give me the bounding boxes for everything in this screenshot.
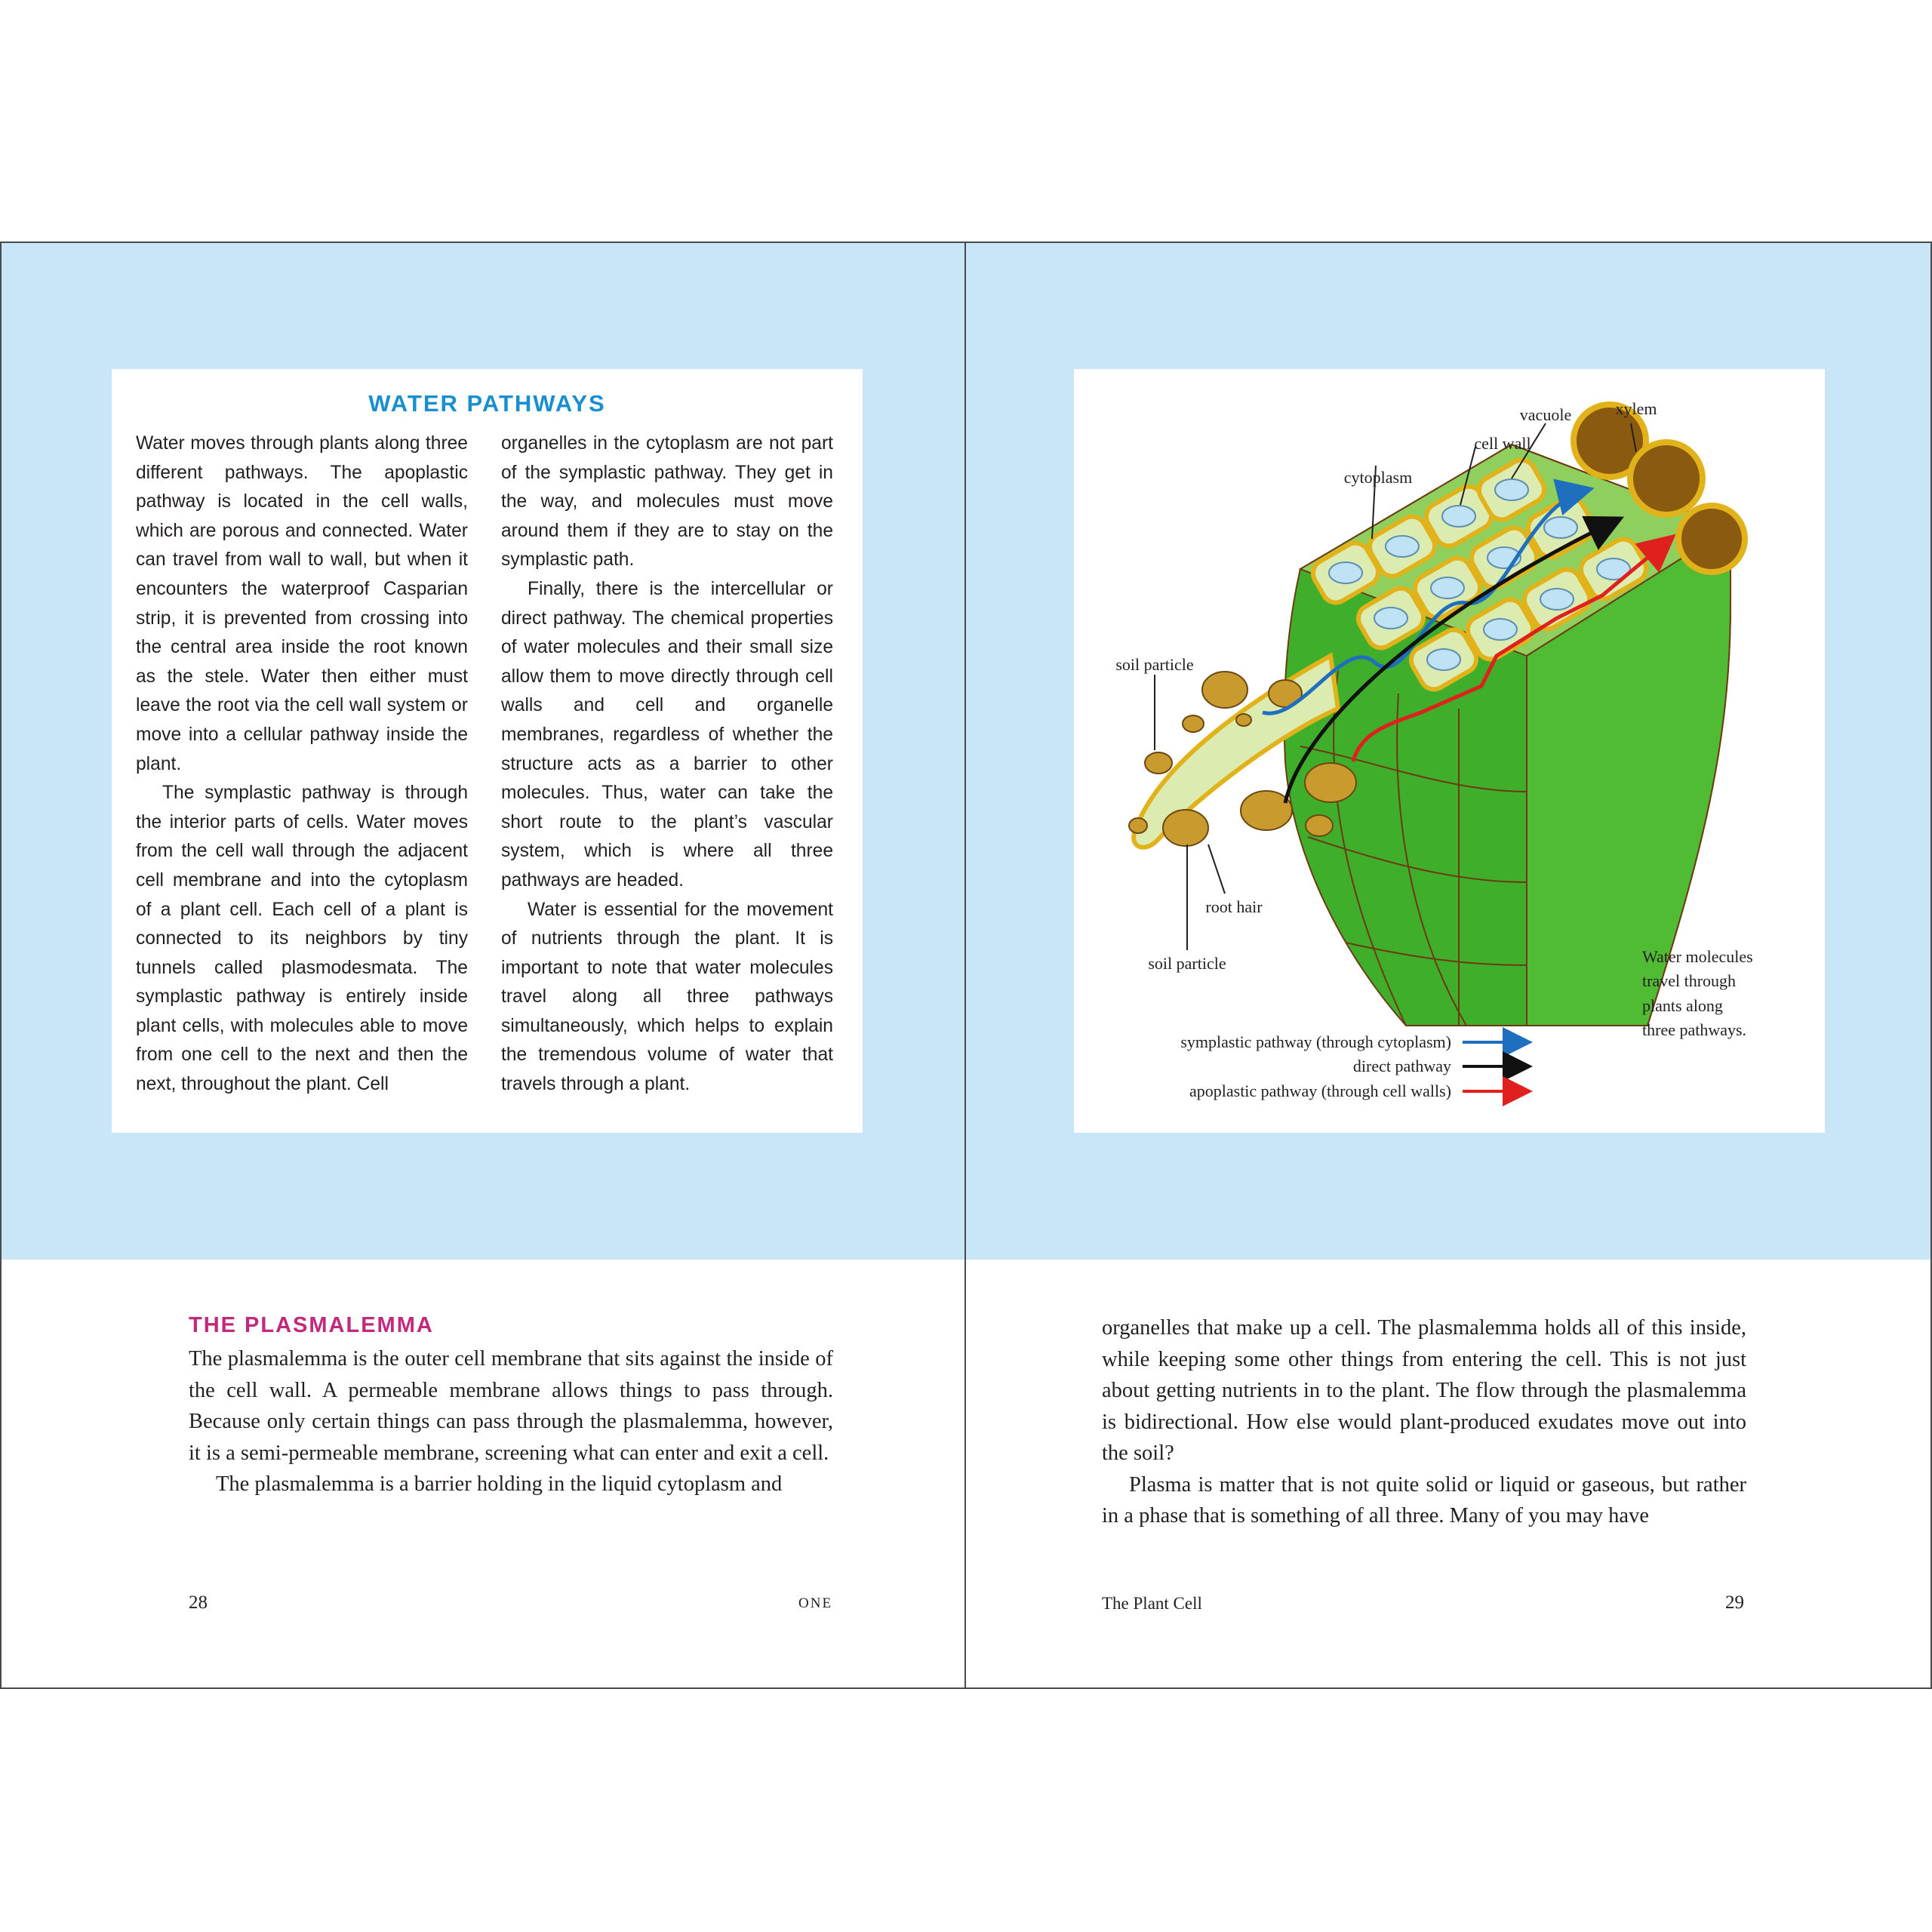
label-soil-particle: soil particle: [1148, 954, 1226, 973]
sidebar-paragraph: The symplastic pathway is through the interior parts of cells. Water moves from the cell wall through the adjacent cell membrane and into the cytoplasm of a plant cell. Each cell of a plant is connected to its neighbors by tiny tunnels called plasmodesmata. The symplastic pathway is entirely inside plant cells, with molecules able to move from one cell to the next and then the next, throughout the plant. Cell: [136, 783, 468, 1095]
sidebar-column-1: [136, 429, 468, 1100]
body-paragraph: Plasma is matter that is not quite solid or liquid or gaseous, but rather in a phase that is something of all three. Many of you may have: [1102, 1472, 1746, 1527]
running-head: ONE: [798, 1595, 833, 1611]
right-body-text: [1102, 1312, 1746, 1532]
page-number: 29: [1725, 1592, 1744, 1613]
sidebar-paragraph: Water moves through plants along three different pathways. The apoplastic pathway is located in the cell walls, which are porous and connected. Water can travel from wall to wall, but when it encounters the waterproof Casparian strip, it is prevented from crossing into the central area inside the root known as the stele. Water then either must leave the root via the cell wall system or move into a cellular pathway inside the plant.: [136, 433, 468, 774]
body-paragraph: The plasmalemma is the outer cell membrane that sits against the inside of the cell wall. A permeable membrane allows things to pass through. Because only certain things can pass through the plasmalemma, however, it is a semi-permeable membrane, screening what can enter and exit a cell.: [189, 1347, 833, 1465]
left-body-text: [189, 1343, 833, 1500]
label-cytoplasm: cytoplasm: [1343, 468, 1413, 487]
legend-label-symplastic: symplastic pathway (through cytoplasm): [1180, 1032, 1451, 1051]
page-number: 28: [189, 1592, 208, 1613]
running-head: The Plant Cell: [1102, 1594, 1202, 1613]
water-pathways-sidebar: [112, 369, 863, 1133]
book-spread: [0, 242, 1932, 1690]
left-page: [0, 242, 966, 1689]
sidebar-paragraph: Finally, there is the intercellular or direct pathway. The chemical properties of water molecules and their small size allow them to move directly through cell walls and cell and organelle membranes, regardless of whether the structure acts as a barrier to other molecules. Thus, water can take the short route to the plant’s vascular system, which is where all three pathways are headed.: [501, 578, 833, 891]
sidebar-paragraph: Water is essential for the movement of nutrients through the plant. It is important to note that water molecules travel along all three pathways simultaneously, which helps to explain the tremendous volume of water that travels through a plant.: [501, 899, 833, 1095]
label-soil-particle: soil particle: [1115, 655, 1194, 674]
label-root-hair: root hair: [1205, 897, 1263, 916]
figure-caption-line: plants along: [1642, 996, 1723, 1015]
body-paragraph: organelles that make up a cell. The plasmalemma holds all of this inside, while keeping some other things from entering the cell. This is not just about getting nutrients in to the plant. The flow through the plasmalemma is bidirectional. How else would plant-produced exudates move out into the soil?: [1102, 1316, 1746, 1465]
sidebar-title: WATER PATHWAYS: [368, 390, 606, 417]
label-xylem: xylem: [1615, 399, 1657, 418]
section-heading: THE PLASMALEMMA: [189, 1313, 434, 1337]
body-paragraph: The plasmalemma is a barrier holding in the liquid cytoplasm and: [216, 1472, 783, 1496]
legend-label-apoplastic: apoplastic pathway (through cell walls): [1189, 1081, 1451, 1100]
water-pathways-figure: [1074, 369, 1825, 1133]
legend-label-direct: direct pathway: [1352, 1057, 1451, 1075]
figure-caption-line: travel through: [1642, 971, 1737, 990]
root-cross-section-illustration: [1074, 369, 1825, 1133]
label-vacuole: vacuole: [1519, 405, 1572, 424]
figure-caption-line: three pathways.: [1642, 1020, 1747, 1039]
sidebar-paragraph: organelles in the cytoplasm are not part of the symplastic pathway. They get in the way, and molecules must move around them if they are to stay on the symplastic path.: [501, 433, 833, 571]
right-page: [964, 242, 1932, 1689]
label-cell-wall: cell wall: [1474, 434, 1531, 453]
sidebar-column-2: [501, 429, 833, 1100]
figure-caption-line: Water molecules: [1642, 947, 1753, 966]
